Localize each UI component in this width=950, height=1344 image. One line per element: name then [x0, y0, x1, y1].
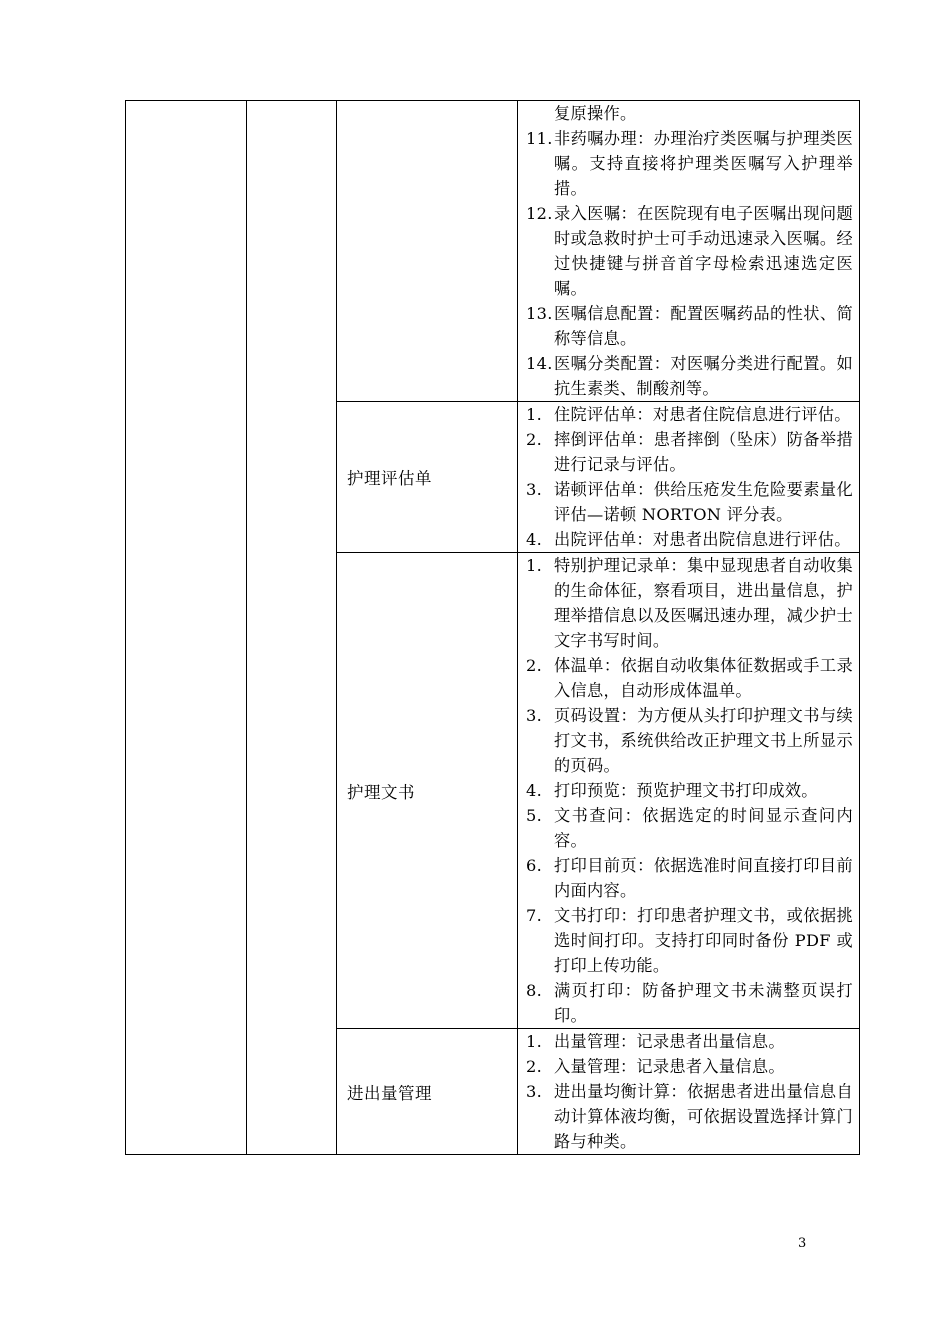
item-text: 出量管理：记录患者出量信息。 — [554, 1032, 785, 1051]
list-item — [526, 126, 853, 201]
page-number: 3 — [798, 1236, 807, 1251]
list-item — [526, 703, 853, 778]
item-text: 打印目前页：依据选准时间直接打印目前内面内容。 — [554, 856, 853, 900]
module-cell — [126, 101, 247, 1155]
item-number: 1. — [526, 556, 543, 575]
list-item — [526, 853, 853, 903]
list-item — [526, 653, 853, 703]
category-cell: 进出量管理 — [337, 1029, 518, 1155]
detail-cell — [518, 402, 860, 553]
item-text: 非药嘱办理：办理治疗类医嘱与护理类医嘱。支持直接将护理类医嘱写入护理举措。 — [554, 129, 853, 198]
item-number: 2. — [526, 1057, 543, 1076]
list-item — [526, 778, 853, 803]
item-number: 7. — [526, 906, 543, 925]
item-number: 3. — [526, 480, 543, 499]
item-text: 入量管理：记录患者入量信息。 — [554, 1057, 785, 1076]
item-text: 满页打印：防备护理文书未满整页误打印。 — [554, 981, 853, 1025]
list-item — [526, 903, 853, 978]
category-cell: 护理文书 — [337, 553, 518, 1029]
item-number: 1. — [526, 405, 543, 424]
item-number: 6. — [526, 856, 543, 875]
item-text: 录入医嘱：在医院现有电子医嘱出现问题时或急救时护士可手动迅速录入医嘱。经过快捷键与拼音首字母检索迅速选定医嘱。 — [554, 204, 853, 298]
list-item — [526, 301, 853, 351]
continuation-text: 复原操作。 — [554, 104, 637, 123]
item-number: 3. — [526, 1082, 543, 1101]
item-number: 13. — [526, 304, 553, 323]
list-item — [526, 527, 853, 552]
item-text: 页码设置：为方便从头打印护理文书与续打文书，系统供给改正护理文书上所显示的页码。 — [554, 706, 853, 775]
category-cell: 护理评估单 — [337, 402, 518, 553]
item-number: 4. — [526, 530, 543, 549]
list-item — [526, 351, 853, 401]
item-text: 医嘱分类配置：对医嘱分类进行配置。如抗生素类、制酸剂等。 — [554, 354, 853, 398]
requirements-table — [125, 100, 860, 1155]
item-number: 1. — [526, 1032, 543, 1051]
item-text: 诺顿评估单：供给压疮发生危险要素量化评估—诺顿 NORTON 评分表。 — [554, 480, 853, 524]
list-item — [526, 201, 853, 301]
item-number: 4. — [526, 781, 543, 800]
list-item — [526, 553, 853, 653]
category-cell — [337, 101, 518, 402]
item-number: 5. — [526, 806, 543, 825]
list-item — [526, 101, 853, 126]
list-item — [526, 402, 853, 427]
list-item — [526, 978, 853, 1028]
item-number: 2. — [526, 656, 543, 675]
item-text: 文书打印：打印患者护理文书，或依据挑选时间打印。支持打印同时备份 PDF 或打印上传功能。 — [554, 906, 853, 975]
item-text: 住院评估单：对患者住院信息进行评估。 — [554, 405, 851, 424]
item-number: 2. — [526, 430, 543, 449]
item-text: 出院评估单：对患者出院信息进行评估。 — [554, 530, 851, 549]
detail-cell — [518, 101, 860, 402]
item-number: 12. — [526, 204, 553, 223]
item-number: 8. — [526, 981, 543, 1000]
list-item — [526, 803, 853, 853]
item-text: 进出量均衡计算：依据患者进出量信息自动计算体液均衡，可依据设置选择计算门路与种类。 — [554, 1082, 853, 1151]
item-text: 医嘱信息配置：配置医嘱药品的性状、简称等信息。 — [554, 304, 853, 348]
detail-cell — [518, 553, 860, 1029]
item-text: 摔倒评估单：患者摔倒（坠床）防备举措进行记录与评估。 — [554, 430, 853, 474]
item-number: 11. — [526, 129, 553, 148]
item-number: 3. — [526, 706, 543, 725]
list-item — [526, 1079, 853, 1154]
list-item — [526, 477, 853, 527]
detail-cell — [518, 1029, 860, 1155]
table-row — [126, 101, 860, 402]
item-text: 体温单：依据自动收集体征数据或手工录入信息，自动形成体温单。 — [554, 656, 853, 700]
list-item — [526, 1029, 853, 1054]
list-item — [526, 427, 853, 477]
item-text: 打印预览：预览护理文书打印成效。 — [554, 781, 818, 800]
item-text: 文书查问：依据选定的时间显示查问内容。 — [554, 806, 853, 850]
item-number: 14. — [526, 354, 553, 373]
list-item — [526, 1054, 853, 1079]
submodule-cell — [247, 101, 337, 1155]
item-text: 特别护理记录单：集中显现患者自动收集的生命体征，察看项目，进出量信息，护理举措信息以及医嘱迅速办理，减少护士文字书写时间。 — [554, 556, 853, 650]
